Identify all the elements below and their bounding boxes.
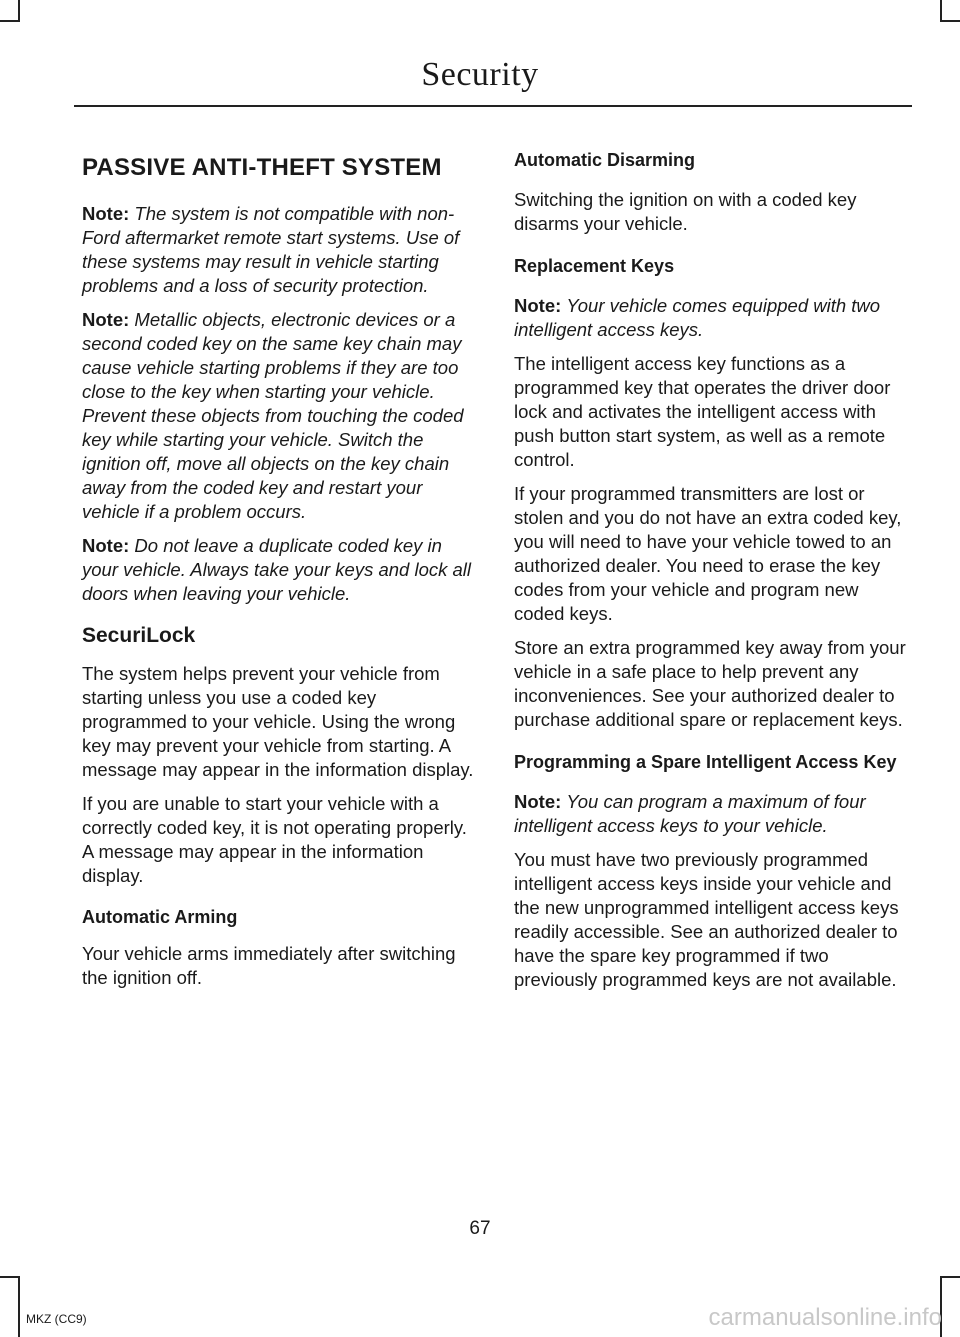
note: [514, 294, 906, 342]
crop-mark: [0, 1276, 20, 1278]
watermark: carmanualsonline.info: [708, 1304, 942, 1331]
paragraph: The intelligent access key functions as a programmed key that operates the driver door lock and activates the intelligent access with push button start system, as well as a remote control.: [514, 353, 891, 470]
paragraph: Switching the ignition on with a coded key disarms your vehicle.: [514, 189, 857, 234]
left-column: [82, 150, 474, 1000]
note: [514, 790, 906, 838]
right-column: [514, 148, 906, 1002]
note-label: Note:: [82, 309, 135, 330]
crop-mark: [940, 1276, 960, 1278]
paragraph: If your programmed transmitters are lost or stolen and you do not have an extra coded key, you will need to have your vehicle towed to an authorized dealer. You need to erase the key codes from your vehicle and program new coded keys.: [514, 483, 902, 624]
section-heading: PASSIVE ANTI-THEFT SYSTEM: [82, 154, 442, 181]
note-text: You can program a maximum of four intelligent access keys to your vehicle.: [514, 791, 866, 836]
paragraph: Store an extra programmed key away from your vehicle in a safe place to help prevent any inconveniences. See your authorized dealer to purchase additional spare or replacement keys.: [514, 637, 906, 730]
model-code: MKZ (CC9): [26, 1312, 87, 1326]
page-number: 67: [469, 1218, 491, 1239]
note: [82, 308, 474, 524]
subsection-heading: Automatic Disarming: [514, 150, 696, 170]
note-label: Note:: [82, 535, 135, 556]
note-text: Do not leave a duplicate coded key in your vehicle. Always take your keys and lock all doors when leaving your vehicle.: [82, 535, 472, 604]
paragraph: The system helps prevent your vehicle from starting unless you use a coded key programmed to your vehicle. Using the wrong key may prevent your vehicle from starting. A message may appear in the information display.: [82, 663, 474, 780]
crop-mark: [18, 1276, 20, 1337]
crop-mark: [18, 0, 20, 20]
note: [82, 202, 474, 298]
note-label: Note:: [514, 791, 567, 812]
note-text: Your vehicle comes equipped with two intelligent access keys.: [514, 295, 881, 340]
note-label: Note:: [82, 203, 135, 224]
paragraph: You must have two previously programmed intelligent access keys inside your vehicle and the new unprogrammed intelligent access keys readily accessible. See an authorized dealer to have the spare key programmed if two previously programmed keys are not available.: [514, 849, 899, 990]
note-label: Note:: [514, 295, 567, 316]
subsection-heading: Automatic Arming: [82, 907, 238, 927]
subsection-heading: Programming a Spare Intelligent Access Key: [514, 752, 897, 772]
note-text: Metallic objects, electronic devices or a second coded key on the same key chain may cause vehicle starting problems if they are too close to the key when starting your vehicle. Prevent these objects from touching the coded key while starting your vehicle. Switch the ignition off, move all objects on the key chain away from the coded key and restart your vehicle if a problem occurs.: [82, 309, 464, 522]
crop-mark: [940, 20, 960, 22]
page-title: Security: [421, 56, 539, 93]
crop-mark: [0, 20, 20, 22]
subsection-heading: Replacement Keys: [514, 256, 675, 276]
paragraph: If you are unable to start your vehicle with a correctly coded key, it is not operating properly. A message may appear in the information display.: [82, 793, 467, 886]
header-divider: [74, 105, 912, 107]
note: [82, 534, 474, 606]
subsection-heading: SecuriLock: [82, 624, 196, 647]
paragraph: Your vehicle arms immediately after switching the ignition off.: [82, 943, 456, 988]
crop-mark: [940, 0, 942, 20]
note-text: The system is not compatible with non-Ford aftermarket remote start systems. Use of these systems may result in vehicle starting problems and a loss of security protection.: [82, 203, 460, 296]
